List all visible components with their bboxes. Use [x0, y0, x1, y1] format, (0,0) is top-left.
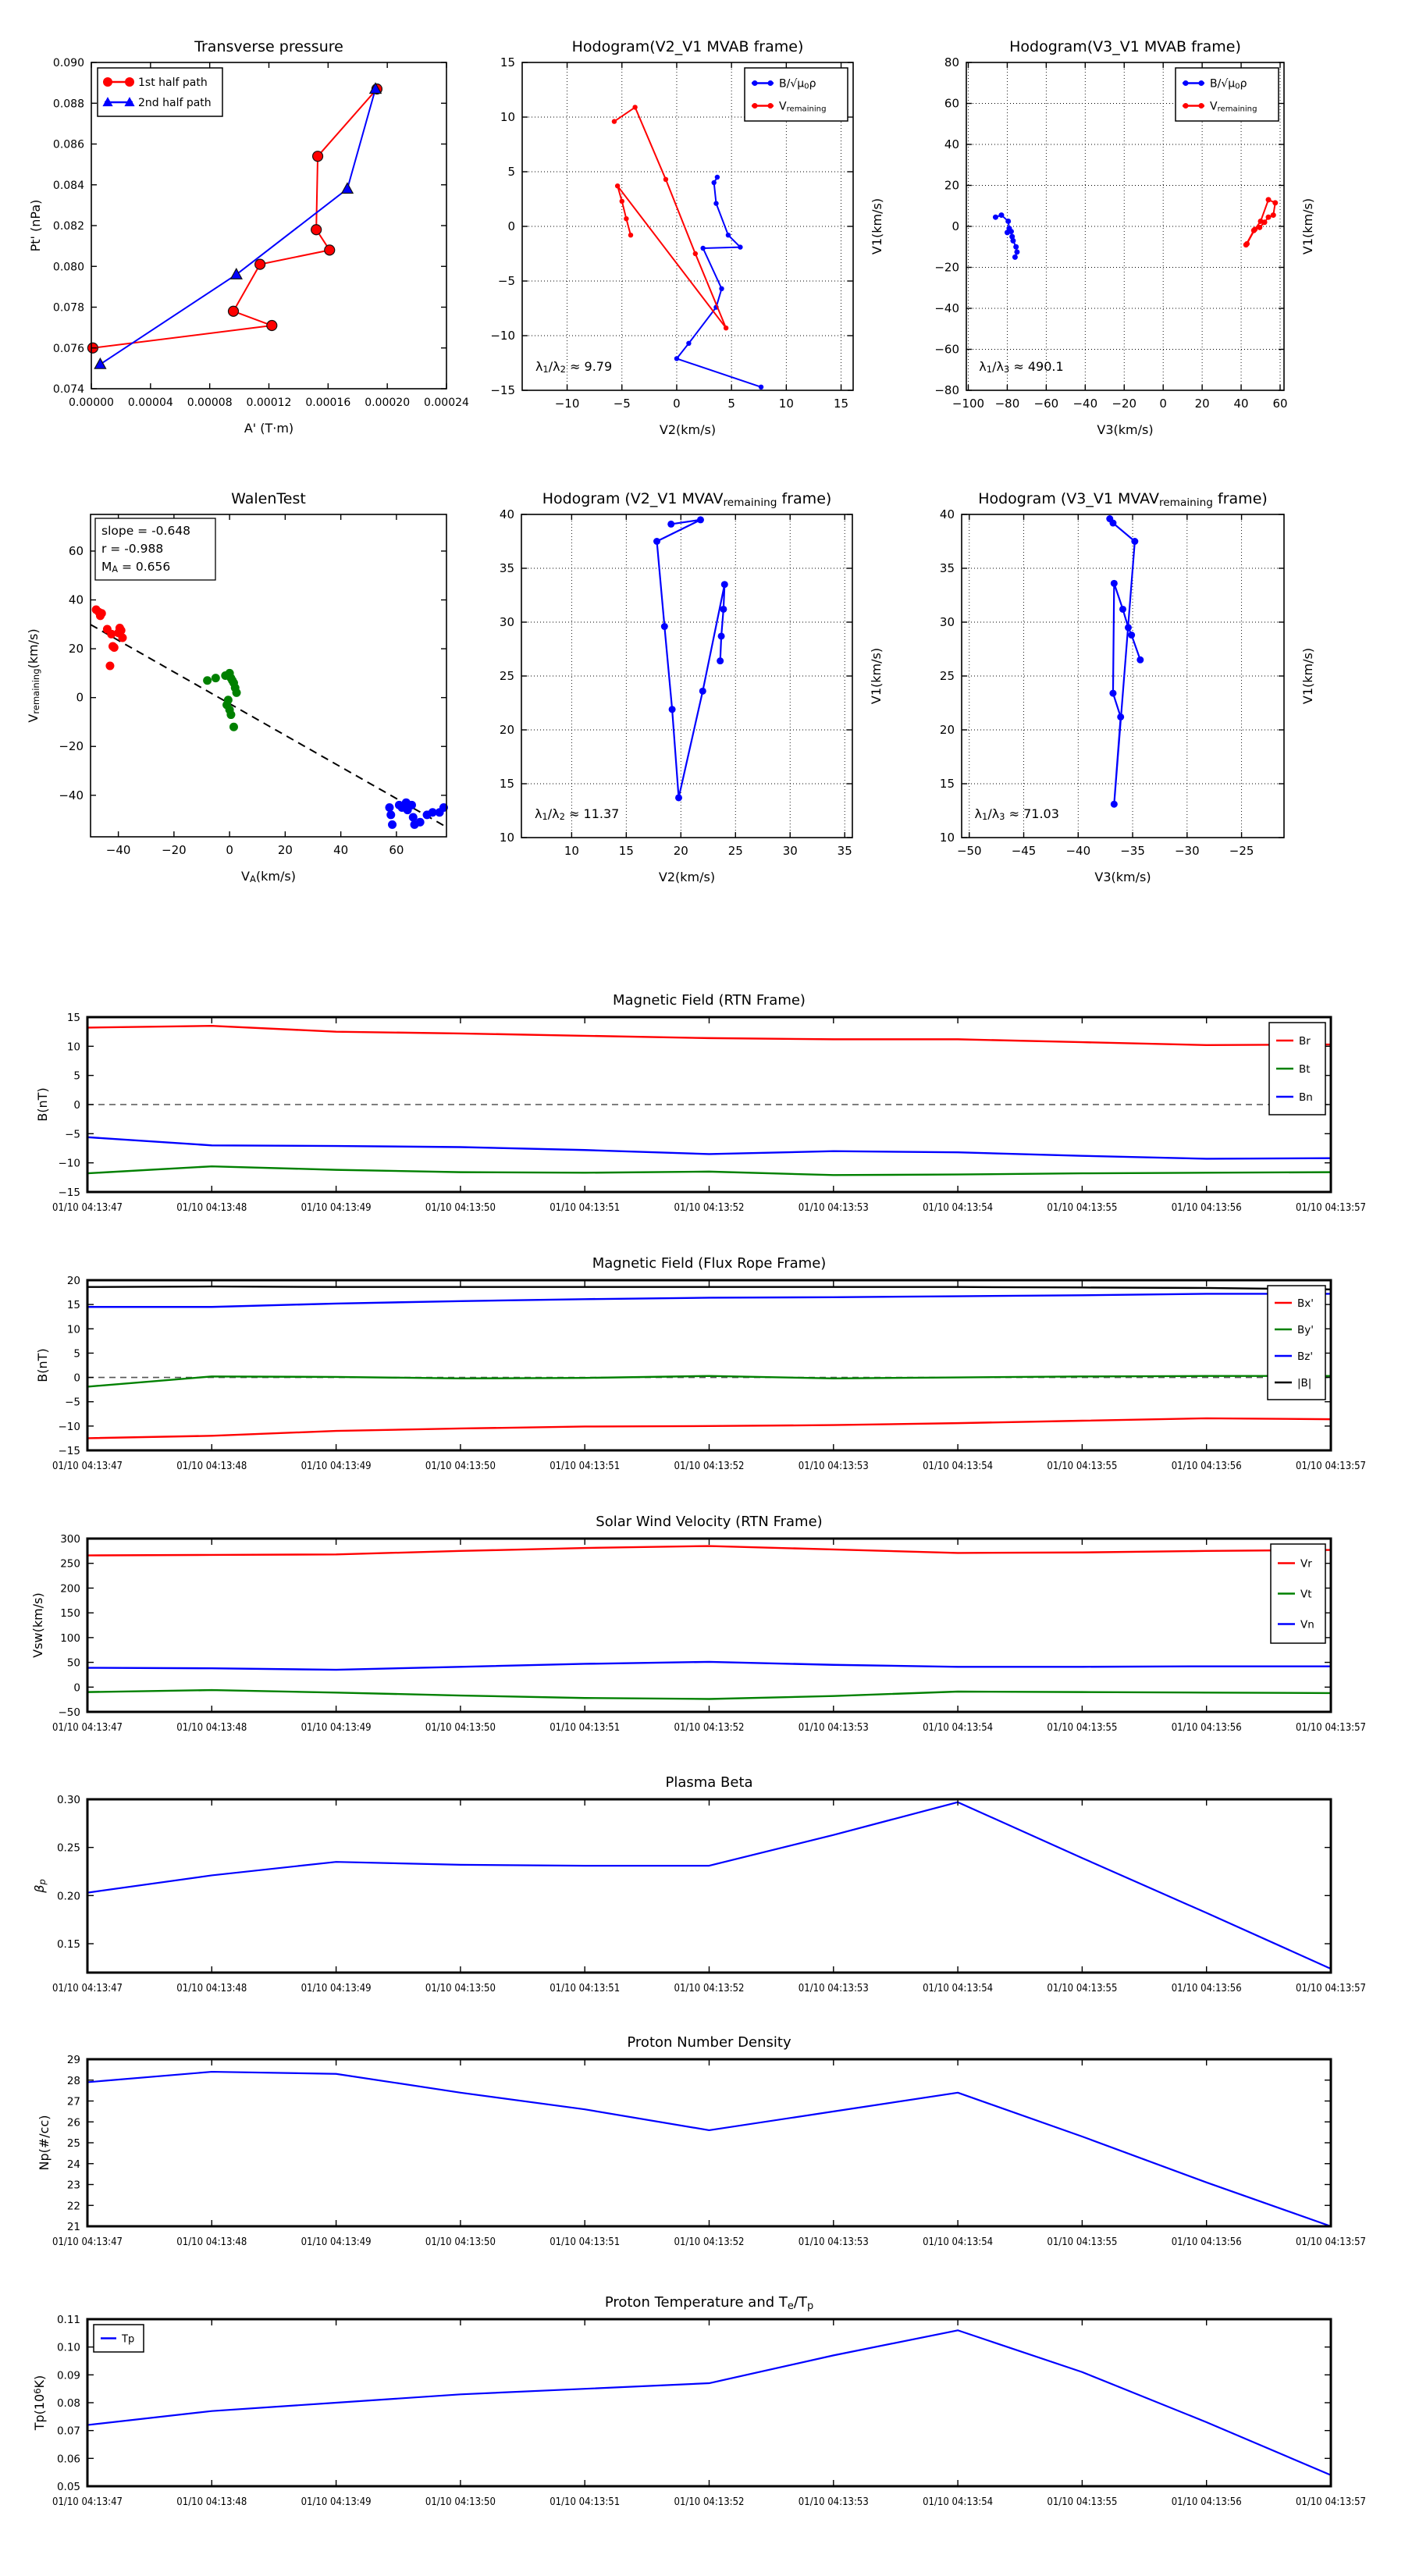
svg-text:01/10 04:13:53: 01/10 04:13:53 [798, 1982, 869, 1994]
svg-text:10: 10 [66, 1323, 80, 1336]
svg-text:01/10 04:13:49: 01/10 04:13:49 [301, 2496, 372, 2508]
svg-text:Vremaining(km/s): Vremaining(km/s) [26, 628, 42, 723]
svg-text:−40: −40 [934, 301, 959, 315]
svg-text:−10: −10 [490, 329, 515, 343]
svg-text:5: 5 [73, 1069, 80, 1083]
svg-text:01/10 04:13:50: 01/10 04:13:50 [425, 1982, 496, 1994]
svg-text:22: 22 [66, 2200, 80, 2213]
svg-text:01/10 04:13:48: 01/10 04:13:48 [176, 1982, 247, 1994]
svg-text:0.084: 0.084 [52, 179, 84, 192]
svg-text:5: 5 [727, 397, 735, 411]
svg-text:10: 10 [778, 397, 794, 411]
svg-text:01/10 04:13:57: 01/10 04:13:57 [1296, 1460, 1366, 1472]
chart-solar-wind-velocity [0, 1500, 1405, 1735]
svg-text:0.09: 0.09 [56, 2369, 80, 2382]
svg-text:|B|: |B| [1297, 1377, 1312, 1389]
svg-text:01/10 04:13:47: 01/10 04:13:47 [52, 2236, 123, 2248]
svg-text:01/10 04:13:57: 01/10 04:13:57 [1296, 2236, 1366, 2248]
svg-text:−60: −60 [934, 342, 959, 357]
svg-text:−40: −40 [1065, 844, 1091, 858]
svg-text:01/10 04:13:50: 01/10 04:13:50 [425, 1201, 496, 1214]
svg-text:−15: −15 [58, 1445, 80, 1457]
svg-text:B/√μ0ρ: B/√μ0ρ [779, 77, 816, 91]
svg-text:01/10 04:13:56: 01/10 04:13:56 [1171, 1982, 1242, 1994]
svg-text:01/10 04:13:51: 01/10 04:13:51 [550, 2236, 621, 2248]
svg-text:01/10 04:13:53: 01/10 04:13:53 [798, 1460, 869, 1472]
svg-text:25: 25 [499, 669, 514, 683]
svg-text:Vremaining: Vremaining [779, 100, 827, 114]
svg-text:0.00024: 0.00024 [424, 397, 469, 409]
svg-text:−80: −80 [934, 383, 959, 397]
svg-text:0.10: 0.10 [56, 2341, 80, 2354]
svg-text:−100: −100 [951, 397, 985, 411]
svg-text:−15: −15 [58, 1187, 80, 1199]
svg-text:01/10 04:13:55: 01/10 04:13:55 [1047, 1201, 1118, 1214]
svg-text:5: 5 [73, 1347, 80, 1361]
svg-text:λ1/λ3 ≈ 490.1: λ1/λ3 ≈ 490.1 [979, 358, 1064, 375]
svg-text:10: 10 [500, 110, 515, 124]
svg-text:0.30: 0.30 [56, 1794, 80, 1806]
svg-text:−10: −10 [58, 1420, 80, 1433]
svg-text:0: 0 [73, 1681, 80, 1695]
svg-text:150: 150 [60, 1607, 80, 1621]
svg-text:B(nT): B(nT) [35, 1348, 50, 1382]
svg-text:0: 0 [226, 843, 233, 857]
svg-text:0.25: 0.25 [56, 1841, 80, 1855]
svg-text:−20: −20 [934, 260, 959, 275]
svg-text:01/10 04:13:52: 01/10 04:13:52 [674, 1721, 745, 1734]
svg-text:Magnetic Field (Flux Rope Fram: Magnetic Field (Flux Rope Frame) [592, 1255, 827, 1272]
svg-text:35: 35 [499, 561, 514, 575]
svg-text:01/10 04:13:52: 01/10 04:13:52 [674, 2236, 745, 2248]
svg-text:40: 40 [333, 843, 349, 857]
svg-text:60: 60 [1272, 397, 1288, 411]
svg-text:0.090: 0.090 [52, 57, 84, 69]
svg-text:01/10 04:13:55: 01/10 04:13:55 [1047, 2496, 1118, 2508]
svg-text:01/10 04:13:52: 01/10 04:13:52 [674, 1460, 745, 1472]
svg-text:15: 15 [500, 55, 515, 69]
svg-text:V1(km/s): V1(km/s) [1300, 197, 1315, 255]
svg-text:VA(km/s): VA(km/s) [241, 869, 296, 885]
svg-text:0.080: 0.080 [52, 261, 84, 274]
svg-text:10: 10 [939, 831, 955, 845]
svg-text:λ1/λ3 ≈ 71.03: λ1/λ3 ≈ 71.03 [974, 806, 1059, 823]
svg-text:01/10 04:13:49: 01/10 04:13:49 [301, 2236, 372, 2248]
svg-text:25: 25 [727, 844, 743, 858]
svg-text:28: 28 [66, 2074, 80, 2087]
svg-text:−20: −20 [59, 739, 84, 754]
svg-text:01/10 04:13:57: 01/10 04:13:57 [1296, 2496, 1366, 2508]
svg-text:r = -0.988: r = -0.988 [101, 542, 164, 556]
svg-text:15: 15 [618, 844, 634, 858]
svg-text:01/10 04:13:48: 01/10 04:13:48 [176, 1201, 247, 1214]
svg-text:0: 0 [76, 690, 84, 705]
svg-text:−40: −40 [105, 843, 131, 857]
svg-text:Plasma Beta: Plasma Beta [665, 1774, 753, 1791]
svg-text:01/10 04:13:49: 01/10 04:13:49 [301, 1721, 372, 1734]
svg-text:V1(km/s): V1(km/s) [870, 197, 884, 255]
svg-text:01/10 04:13:52: 01/10 04:13:52 [674, 2496, 745, 2508]
svg-text:01/10 04:13:49: 01/10 04:13:49 [301, 1201, 372, 1214]
svg-text:21: 21 [66, 2221, 80, 2233]
svg-text:−40: −40 [1072, 397, 1098, 411]
svg-text:Vr: Vr [1300, 1557, 1312, 1571]
svg-text:Bz': Bz' [1297, 1350, 1314, 1363]
svg-text:60: 60 [944, 96, 959, 111]
svg-text:01/10 04:13:54: 01/10 04:13:54 [923, 2236, 994, 2248]
svg-text:2nd half path: 2nd half path [138, 97, 212, 109]
chart-hodogram-v3v1-mvav [905, 475, 1405, 935]
svg-text:01/10 04:13:53: 01/10 04:13:53 [798, 1201, 869, 1214]
svg-text:60: 60 [68, 543, 84, 558]
svg-text:20: 20 [68, 642, 84, 656]
svg-text:24: 24 [66, 2158, 80, 2171]
svg-text:0.07: 0.07 [56, 2425, 80, 2438]
svg-text:01/10 04:13:47: 01/10 04:13:47 [52, 2496, 123, 2508]
svg-text:0.076: 0.076 [52, 342, 84, 355]
svg-text:0.074: 0.074 [52, 383, 84, 396]
svg-text:10: 10 [564, 844, 579, 858]
svg-text:23: 23 [66, 2179, 80, 2192]
svg-text:0.06: 0.06 [56, 2453, 80, 2466]
svg-text:15: 15 [66, 1299, 80, 1312]
svg-text:40: 40 [944, 137, 959, 151]
svg-text:01/10 04:13:48: 01/10 04:13:48 [176, 2496, 247, 2508]
svg-text:01/10 04:13:55: 01/10 04:13:55 [1047, 1721, 1118, 1734]
chart-hodogram-v3v1-mvab [905, 22, 1405, 479]
svg-text:−35: −35 [1120, 844, 1145, 858]
svg-text:01/10 04:13:51: 01/10 04:13:51 [550, 1721, 621, 1734]
chart-plasma-beta [0, 1758, 1405, 1992]
svg-text:01/10 04:13:52: 01/10 04:13:52 [674, 1201, 745, 1214]
svg-text:35: 35 [939, 561, 955, 575]
chart-magnetic-field-rtn [0, 985, 1405, 1219]
svg-text:λ1/λ2 ≈ 11.37: λ1/λ2 ≈ 11.37 [534, 806, 620, 823]
svg-text:Solar Wind Velocity (RTN Frame: Solar Wind Velocity (RTN Frame) [596, 1514, 823, 1530]
svg-text:0.20: 0.20 [56, 1890, 80, 1903]
svg-text:15: 15 [834, 397, 849, 411]
svg-text:Bn: Bn [1299, 1091, 1313, 1104]
svg-text:1st half path: 1st half path [138, 76, 208, 89]
svg-text:0.08: 0.08 [56, 2397, 80, 2410]
svg-text:Hodogram(V3_V1 MVAB frame): Hodogram(V3_V1 MVAB frame) [1009, 38, 1241, 55]
chart-walen-test [16, 475, 484, 935]
svg-text:300: 300 [60, 1533, 80, 1546]
svg-text:V3(km/s): V3(km/s) [1094, 870, 1151, 884]
svg-text:01/10 04:13:53: 01/10 04:13:53 [798, 2496, 869, 2508]
svg-text:0.078: 0.078 [52, 301, 84, 315]
svg-text:200: 200 [60, 1582, 80, 1596]
svg-text:01/10 04:13:56: 01/10 04:13:56 [1171, 1721, 1242, 1734]
svg-text:−80: −80 [994, 397, 1020, 411]
svg-text:−5: −5 [65, 1128, 80, 1141]
svg-text:40: 40 [499, 507, 514, 521]
svg-text:0: 0 [507, 219, 515, 233]
svg-text:01/10 04:13:55: 01/10 04:13:55 [1047, 1460, 1118, 1472]
svg-text:15: 15 [499, 777, 514, 791]
svg-text:01/10 04:13:48: 01/10 04:13:48 [176, 1460, 247, 1472]
svg-text:−45: −45 [1011, 844, 1037, 858]
svg-text:01/10 04:13:51: 01/10 04:13:51 [550, 1460, 621, 1472]
svg-text:26: 26 [66, 2116, 80, 2129]
svg-text:20: 20 [1194, 397, 1210, 411]
svg-text:0.086: 0.086 [52, 138, 84, 151]
svg-text:V1(km/s): V1(km/s) [869, 647, 884, 705]
svg-text:B/√μ0ρ: B/√μ0ρ [1210, 77, 1247, 91]
svg-text:01/10 04:13:49: 01/10 04:13:49 [301, 1982, 372, 1994]
svg-text:V2(km/s): V2(km/s) [658, 870, 716, 884]
svg-text:01/10 04:13:56: 01/10 04:13:56 [1171, 2496, 1242, 2508]
svg-text:20: 20 [944, 178, 959, 193]
svg-text:35: 35 [837, 844, 852, 858]
svg-text:0.00016: 0.00016 [305, 397, 351, 409]
svg-text:01/10 04:13:57: 01/10 04:13:57 [1296, 1721, 1366, 1734]
svg-text:30: 30 [939, 615, 955, 629]
svg-text:0.00004: 0.00004 [127, 397, 173, 409]
svg-text:01/10 04:13:49: 01/10 04:13:49 [301, 1460, 372, 1472]
svg-text:10: 10 [66, 1041, 80, 1054]
chart-magnetic-field-fluxrope [0, 1243, 1405, 1477]
svg-text:Vn: Vn [1300, 1618, 1314, 1631]
svg-text:A' (T·m): A' (T·m) [244, 421, 294, 436]
svg-text:01/10 04:13:55: 01/10 04:13:55 [1047, 2236, 1118, 2248]
svg-text:−60: −60 [1033, 397, 1059, 411]
svg-text:−5: −5 [613, 397, 631, 411]
svg-text:Pt' (nPa): Pt' (nPa) [28, 199, 43, 252]
svg-text:27: 27 [66, 2095, 80, 2108]
svg-text:Hodogram (V2_V1 MVAVremaining: Hodogram (V2_V1 MVAVremaining frame) [542, 490, 832, 509]
svg-text:Br: Br [1299, 1035, 1311, 1048]
svg-text:25: 25 [66, 2137, 80, 2150]
svg-text:−5: −5 [497, 274, 515, 288]
svg-text:Bx': Bx' [1297, 1297, 1314, 1310]
svg-text:WalenTest: WalenTest [231, 490, 306, 507]
svg-text:Vremaining: Vremaining [1210, 100, 1257, 114]
svg-text:01/10 04:13:54: 01/10 04:13:54 [923, 1460, 994, 1472]
svg-text:Tp(106K): Tp(106K) [31, 2375, 47, 2431]
svg-text:01/10 04:13:47: 01/10 04:13:47 [52, 1982, 123, 1994]
svg-text:01/10 04:13:56: 01/10 04:13:56 [1171, 2236, 1242, 2248]
svg-text:V2(km/s): V2(km/s) [659, 422, 717, 437]
svg-text:20: 20 [939, 723, 955, 737]
svg-text:01/10 04:13:53: 01/10 04:13:53 [798, 1721, 869, 1734]
svg-text:0.00000: 0.00000 [69, 397, 114, 409]
svg-text:0.00012: 0.00012 [246, 397, 292, 409]
svg-text:Proton Temperature and Te/Tp: Proton Temperature and Te/Tp [604, 2294, 814, 2312]
svg-text:01/10 04:13:54: 01/10 04:13:54 [923, 1721, 994, 1734]
svg-text:01/10 04:13:51: 01/10 04:13:51 [550, 1982, 621, 1994]
svg-text:01/10 04:13:47: 01/10 04:13:47 [52, 1201, 123, 1214]
svg-text:01/10 04:13:56: 01/10 04:13:56 [1171, 1460, 1242, 1472]
svg-text:Np(#/cc): Np(#/cc) [37, 2115, 52, 2171]
svg-text:01/10 04:13:56: 01/10 04:13:56 [1171, 1201, 1242, 1214]
svg-text:−5: −5 [65, 1396, 80, 1409]
svg-text:0.00020: 0.00020 [365, 397, 411, 409]
svg-text:01/10 04:13:53: 01/10 04:13:53 [798, 2236, 869, 2248]
svg-text:0.082: 0.082 [52, 220, 84, 233]
svg-text:Tp: Tp [122, 2333, 135, 2346]
chart-transverse-pressure [16, 22, 484, 479]
svg-text:01/10 04:13:50: 01/10 04:13:50 [425, 2236, 496, 2248]
svg-text:01/10 04:13:54: 01/10 04:13:54 [923, 1982, 994, 1994]
svg-text:Proton Number Density: Proton Number Density [627, 2034, 791, 2051]
svg-text:0.05: 0.05 [56, 2481, 80, 2493]
chart-hodogram-v2v1-mvav [468, 475, 921, 935]
svg-text:30: 30 [782, 844, 798, 858]
svg-text:MA = 0.656: MA = 0.656 [101, 560, 171, 575]
svg-text:01/10 04:13:50: 01/10 04:13:50 [425, 1721, 496, 1734]
svg-text:01/10 04:13:47: 01/10 04:13:47 [52, 1721, 123, 1734]
svg-text:Vsw(km/s): Vsw(km/s) [30, 1592, 45, 1658]
svg-text:Magnetic Field (RTN Frame): Magnetic Field (RTN Frame) [613, 992, 806, 1009]
svg-text:slope = -0.648: slope = -0.648 [101, 524, 191, 538]
svg-text:40: 40 [939, 507, 955, 521]
svg-text:5: 5 [507, 165, 515, 179]
chart-proton-temperature [0, 2273, 1405, 2531]
svg-text:80: 80 [944, 55, 959, 69]
svg-text:−20: −20 [162, 843, 187, 857]
svg-text:0: 0 [73, 1099, 80, 1112]
svg-text:01/10 04:13:47: 01/10 04:13:47 [52, 1460, 123, 1472]
svg-text:Bt: Bt [1299, 1063, 1311, 1076]
svg-text:01/10 04:13:52: 01/10 04:13:52 [674, 1982, 745, 1994]
svg-text:0: 0 [1159, 397, 1167, 411]
svg-text:20: 20 [499, 723, 514, 737]
chart-hodogram-v2v1-mvab [468, 22, 921, 479]
svg-text:Hodogram (V3_V1 MVAVremaining: Hodogram (V3_V1 MVAVremaining frame) [978, 490, 1268, 509]
svg-text:01/10 04:13:54: 01/10 04:13:54 [923, 2496, 994, 2508]
svg-text:15: 15 [66, 1012, 80, 1024]
svg-text:0: 0 [73, 1372, 80, 1385]
svg-text:01/10 04:13:50: 01/10 04:13:50 [425, 1460, 496, 1472]
svg-text:λ1/λ2 ≈ 9.79: λ1/λ2 ≈ 9.79 [535, 358, 613, 375]
svg-text:V1(km/s): V1(km/s) [1300, 647, 1315, 705]
svg-text:Transverse pressure: Transverse pressure [194, 38, 343, 55]
svg-text:01/10 04:13:57: 01/10 04:13:57 [1296, 1201, 1366, 1214]
svg-text:V3(km/s): V3(km/s) [1097, 422, 1154, 437]
svg-text:01/10 04:13:51: 01/10 04:13:51 [550, 1201, 621, 1214]
svg-text:0.11: 0.11 [56, 2314, 80, 2326]
svg-text:−50: −50 [58, 1706, 80, 1719]
svg-text:−15: −15 [490, 383, 515, 397]
svg-text:250: 250 [60, 1557, 80, 1571]
svg-text:40: 40 [1233, 397, 1249, 411]
svg-text:01/10 04:13:51: 01/10 04:13:51 [550, 2496, 621, 2508]
svg-text:40: 40 [68, 592, 84, 607]
svg-text:βp: βp [32, 1879, 48, 1893]
svg-text:20: 20 [673, 844, 688, 858]
svg-text:0: 0 [951, 219, 959, 233]
svg-text:01/10 04:13:55: 01/10 04:13:55 [1047, 1982, 1118, 1994]
svg-text:20: 20 [277, 843, 293, 857]
svg-text:By': By' [1297, 1324, 1314, 1336]
svg-text:20: 20 [66, 1275, 80, 1287]
chart-proton-number-density [0, 2016, 1405, 2250]
svg-text:0.088: 0.088 [52, 98, 84, 111]
svg-text:−50: −50 [956, 844, 982, 858]
svg-text:01/10 04:13:48: 01/10 04:13:48 [176, 2236, 247, 2248]
svg-text:25: 25 [939, 669, 955, 683]
svg-text:0.15: 0.15 [56, 1938, 80, 1951]
svg-text:−30: −30 [1174, 844, 1200, 858]
svg-text:01/10 04:13:54: 01/10 04:13:54 [923, 1201, 994, 1214]
svg-text:−10: −10 [58, 1157, 80, 1170]
svg-text:01/10 04:13:50: 01/10 04:13:50 [425, 2496, 496, 2508]
svg-text:10: 10 [499, 831, 514, 845]
svg-text:Vt: Vt [1300, 1588, 1312, 1601]
svg-text:Hodogram(V2_V1 MVAB frame): Hodogram(V2_V1 MVAB frame) [571, 38, 804, 55]
svg-text:−20: −20 [1112, 397, 1137, 411]
svg-text:01/10 04:13:57: 01/10 04:13:57 [1296, 1982, 1366, 1994]
svg-text:15: 15 [939, 777, 955, 791]
svg-text:30: 30 [499, 615, 514, 629]
svg-text:0: 0 [673, 397, 681, 411]
svg-text:−10: −10 [554, 397, 580, 411]
svg-text:01/10 04:13:48: 01/10 04:13:48 [176, 1721, 247, 1734]
svg-text:50: 50 [66, 1656, 80, 1670]
svg-text:−25: −25 [1229, 844, 1254, 858]
svg-text:B(nT): B(nT) [35, 1087, 50, 1122]
svg-text:0.00008: 0.00008 [187, 397, 233, 409]
svg-text:29: 29 [66, 2054, 80, 2066]
svg-text:60: 60 [389, 843, 404, 857]
svg-text:−40: −40 [59, 788, 84, 802]
svg-text:100: 100 [60, 1631, 80, 1645]
